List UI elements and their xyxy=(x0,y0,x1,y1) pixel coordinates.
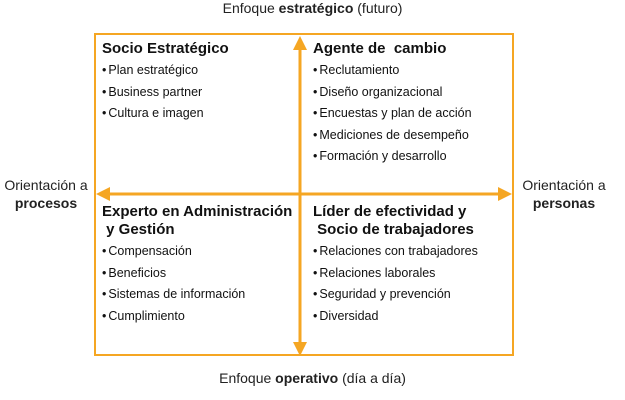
quadrant-title-line1: Experto en Administración xyxy=(102,203,293,220)
quadrant-top-left xyxy=(102,40,229,125)
right-arrow-head xyxy=(498,187,512,201)
quadrant-list xyxy=(313,241,478,327)
quadrant-list xyxy=(102,241,292,327)
list-item: • Diseño organizacional xyxy=(313,82,472,104)
bottom-axis-post: (día a día) xyxy=(338,370,406,386)
quadrant-title: Agente de cambio xyxy=(313,40,447,57)
left-axis-line1: Orientación a xyxy=(4,177,88,193)
list-item: • Plan estratégico xyxy=(102,60,229,82)
quadrant-title-line2: y Gestión xyxy=(102,221,175,238)
down-arrow-head xyxy=(293,342,307,356)
top-axis-post: (futuro) xyxy=(353,0,403,16)
quadrant-list xyxy=(102,60,229,125)
left-axis-bold: procesos xyxy=(14,195,78,211)
quadrant-bottom-right xyxy=(313,203,478,327)
list-item: • Relaciones laborales xyxy=(313,263,478,285)
quadrant-top-right xyxy=(313,40,472,168)
list-item: • Formación y desarrollo xyxy=(313,146,472,168)
list-item: • Mediciones de desempeño xyxy=(313,125,472,147)
list-item: • Cultura e imagen xyxy=(102,103,229,125)
bottom-axis-pre: Enfoque xyxy=(219,370,276,386)
list-item: • Encuestas y plan de acción xyxy=(313,103,472,125)
right-axis-bold: personas xyxy=(532,195,596,211)
list-item: • Seguridad y prevención xyxy=(313,284,478,306)
list-item: • Compensación xyxy=(102,241,292,263)
quadrant-title-line1: Líder de efectividad y xyxy=(313,203,467,220)
quadrant-title: Socio Estratégico xyxy=(102,40,229,57)
top-axis-bold: estratégico xyxy=(278,0,354,16)
quadrant-bottom-left xyxy=(102,203,292,327)
right-axis-line1: Orientación a xyxy=(522,177,606,193)
top-axis-pre: Enfoque xyxy=(222,0,279,16)
left-arrow-head xyxy=(96,187,110,201)
list-item: • Reclutamiento xyxy=(313,60,472,82)
bottom-axis-bold: operativo xyxy=(275,370,339,386)
list-item: • Cumplimiento xyxy=(102,306,292,328)
list-item: • Beneficios xyxy=(102,263,292,285)
list-item: • Sistemas de información xyxy=(102,284,292,306)
quadrant-list xyxy=(313,60,472,168)
list-item: • Relaciones con trabajadores xyxy=(313,241,478,263)
list-item: • Business partner xyxy=(102,82,229,104)
quadrant-title-line2: Socio de trabajadores xyxy=(313,221,474,238)
list-item: • Diversidad xyxy=(313,306,478,328)
up-arrow-head xyxy=(293,36,307,50)
